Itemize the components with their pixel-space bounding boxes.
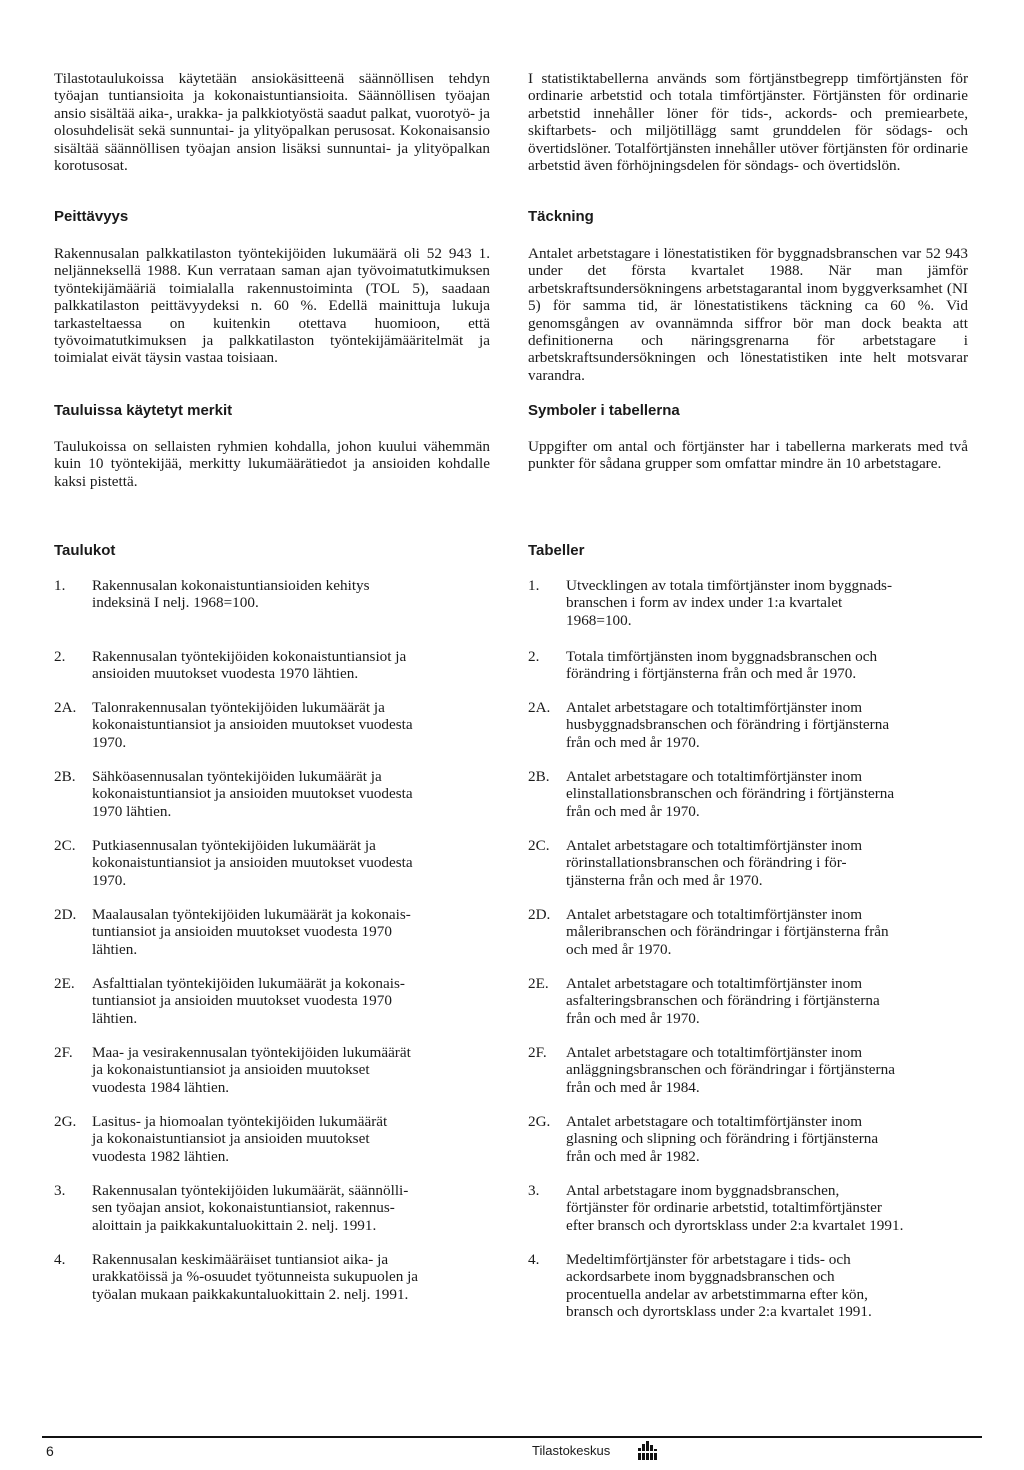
sv-table-item	[528, 975, 998, 1027]
sv-table-item	[528, 837, 998, 889]
sv-table-item	[528, 1251, 998, 1321]
fi-table-item	[54, 577, 504, 612]
footer-rule	[42, 1436, 982, 1438]
fi-table-number: 2A.	[54, 699, 77, 716]
fi-table-number: 2G.	[54, 1113, 77, 1130]
sv-table-item	[528, 699, 998, 751]
fi-table-title: Lasitus- ja hiomoalan työntekijöiden lukumäärät ja kokonaistuntiansiot ja ansioiden muutokset vuodesta 1982 lähtien.	[92, 1113, 388, 1165]
fi-symbols-paragraph: Taulukoissa on sellaisten ryhmien kohdalla, johon kuului vähemmän kuin 10 työntekijää, merkitty lukumäärätiedot ja ansioiden kohdalle kaksi pistettä.	[54, 438, 490, 490]
fi-table-number: 4.	[54, 1251, 66, 1268]
sv-table-title: Antalet arbetstagare och totaltimförtjänster inom husbyggnadsbranschen och förändring i förtjänsterna från och med år 1970.	[566, 699, 890, 751]
fi-tables-list	[54, 577, 504, 1427]
sv-table-title: Antalet arbetstagare och totaltimförtjänster inom rörinstallationsbranschen och förändring i för- tjänsterna från och med år 1970.	[566, 837, 863, 889]
sv-table-title: Antalet arbetstagare och totaltimförtjänster inom anläggningsbranschen och förändringar i förtjänsterna från och med år 1984.	[566, 1044, 895, 1096]
sv-table-number: 2E.	[528, 975, 549, 992]
sv-coverage-paragraph: Antalet arbetstagare i lönestatistiken för byggnadsbranschen var 52 943 under det första kvartalet 1988. När man jämför arbetskraftsundersökningens arbetstagarantal inom byggverksamhet (NI 5) för samma tid, är lönestatistikens täckning ca 60 %. Vid genomsgången av ovannämnda siffror bör man dock beakta att definitionerna och näringsgrenarna för arbetstagare i arbetskraftsundersökningen och lönestatistiken inte helt motsvarar varandra.	[528, 245, 968, 384]
statistics-finland-logo-icon	[636, 1440, 658, 1462]
sv-symbols-heading: Symboler i tabellerna	[528, 402, 680, 419]
sv-tables-heading: Tabeller	[528, 542, 585, 559]
fi-table-item	[54, 768, 504, 820]
footer-page-number: 6	[46, 1443, 54, 1459]
sv-symbols-paragraph: Uppgifter om antal och förtjänster har i tabellerna markerats med två punkter för sådana grupper som omfattar mindre än 10 arbetstagare.	[528, 438, 968, 473]
fi-table-number: 2F.	[54, 1044, 73, 1061]
sv-table-item	[528, 1182, 998, 1234]
sv-table-title: Antalet arbetstagare och totaltimförtjänster inom elinstallationsbranschen och förändring i förtjänsterna från och med år 1970.	[566, 768, 895, 820]
fi-table-item	[54, 837, 504, 889]
fi-table-title: Maalausalan työntekijöiden lukumäärät ja kokonais- tuntiansiot ja ansioiden muutokset vuodesta 1970 lähtien.	[92, 906, 411, 958]
fi-table-number: 2B.	[54, 768, 76, 785]
sv-table-number: 1.	[528, 577, 540, 594]
fi-tables-heading: Taulukot	[54, 542, 116, 559]
sv-table-title: Antalet arbetstagare och totaltimförtjänster inom måleribranschen och förändringar i förtjänsterna från och med år 1970.	[566, 906, 889, 958]
fi-table-title: Rakennusalan työntekijöiden kokonaistuntiansiot ja ansioiden muutokset vuodesta 1970 lähtien.	[92, 648, 407, 683]
fi-table-item	[54, 1182, 504, 1234]
fi-coverage-paragraph: Rakennusalan palkkatilaston työntekijöiden lukumäärä oli 52 943 1. neljänneksellä 1988. Kun verrataan saman ajan työvoimatutkimuksen työntekijämääriä toimialalla rakennustoiminta (TOL 5), saadaan palkkatilaston peittävyydeksi n. 60 %. Edellä mainittuja lukuja tarkasteltaessa on kuitenkin otettava huomioon, että työvoimatutkimuksen ja palkkatilaston työntekijämääritelmät ja toimialat eivät täysin vastaa toisiaan.	[54, 245, 490, 367]
fi-table-item	[54, 975, 504, 1027]
sv-table-number: 2C.	[528, 837, 550, 854]
fi-intro-paragraph: Tilastotaulukoissa käytetään ansiokäsitteenä säännöllisen tehdyn työajan tuntiansioita ja kokonaistuntiansioita. Säännöllisen työajan ansio sisältää aika-, urakka- ja palkkiotyöstä saadut palkat, vuorotyö- ja olosuhdelisät sekä sunnuntai- ja ylityöpalkan perusosat. Kokonaisansio sisältää säännöllisen työajan ansion lisäksi sunnuntai- ja ylityöpalkan korotusosat.	[54, 70, 490, 175]
fi-table-number: 2.	[54, 648, 66, 665]
sv-table-number: 4.	[528, 1251, 540, 1268]
sv-table-number: 2D.	[528, 906, 551, 923]
fi-symbols-heading: Tauluissa käytetyt merkit	[54, 402, 233, 419]
fi-table-title: Rakennusalan kokonaistuntiansioiden kehitys indeksinä I nelj. 1968=100.	[92, 577, 370, 612]
fi-table-title: Maa- ja vesirakennusalan työntekijöiden lukumäärät ja kokonaistuntiansiot ja ansioiden muutokset vuodesta 1984 lähtien.	[92, 1044, 411, 1096]
sv-table-title: Antalet arbetstagare och totaltimförtjänster inom glasning och slipning och förändring i förtjänsterna från och med år 1982.	[566, 1113, 879, 1165]
sv-table-title: Totala timförtjänsten inom byggnadsbranschen och förändring i förtjänsterna från och med år 1970.	[566, 648, 878, 683]
sv-table-number: 2F.	[528, 1044, 547, 1061]
sv-table-title: Utvecklingen av totala timförtjänster inom byggnads- branschen i form av index under 1:a kvartalet 1968=100.	[566, 577, 893, 629]
fi-table-number: 2D.	[54, 906, 77, 923]
fi-table-item	[54, 1113, 504, 1165]
sv-table-item	[528, 768, 998, 820]
sv-table-item	[528, 906, 998, 958]
footer-publisher: Tilastokeskus	[532, 1443, 611, 1458]
sv-table-title: Antal arbetstagare inom byggnadsbranschen, förtjänster för ordinarie arbetstid, totaltimförtjänster efter bransch och dyrortsklass under 2:a kvartalet 1991.	[566, 1182, 904, 1234]
fi-table-number: 2C.	[54, 837, 76, 854]
fi-table-title: Talonrakennusalan työntekijöiden lukumäärät ja kokonaistuntiansiot ja ansioiden muutokset vuodesta 1970.	[92, 699, 413, 751]
fi-table-item	[54, 1251, 504, 1303]
fi-coverage-heading: Peittävyys	[54, 208, 129, 225]
fi-table-title: Sähköasennusalan työntekijöiden lukumäärät ja kokonaistuntiansiot ja ansioiden muutokset vuodesta 1970 lähtien.	[92, 768, 413, 820]
sv-table-title: Antalet arbetstagare och totaltimförtjänster inom asfalteringsbranschen och förändring i förtjänsterna från och med år 1970.	[566, 975, 880, 1027]
sv-table-item	[528, 577, 998, 629]
fi-table-item	[54, 648, 504, 683]
sv-coverage-heading: Täckning	[528, 208, 594, 225]
sv-table-number: 2B.	[528, 768, 550, 785]
sv-table-number: 2G.	[528, 1113, 551, 1130]
sv-table-number: 3.	[528, 1182, 540, 1199]
sv-table-number: 2A.	[528, 699, 551, 716]
fi-table-number: 3.	[54, 1182, 66, 1199]
sv-intro-paragraph: I statistiktabellerna används som förtjänstbegrepp timförtjänsten för ordinarie arbetstid och totala timförtjänster. Förtjänsten för ordinarie arbetstid innehåller löner för tids-, ackords- och premiearbete, skiftarbets- och miljötillägg samt grunddelen för södags- och övertidslöner. Totalförtjänsten innehåller utöver förtjänsten för ordinarie arbetstid även förhöjningsdelen för söndags- och övertidslön.	[528, 70, 968, 175]
sv-table-item	[528, 1113, 998, 1165]
fi-table-item	[54, 906, 504, 958]
sv-table-item	[528, 648, 998, 683]
fi-table-title: Rakennusalan työntekijöiden lukumäärät, säännölli- sen työajan ansiot, kokonaistuntiansiot, rakennus- aloittain ja paikkakuntaluokittain 2. nelj. 1991.	[92, 1182, 409, 1234]
fi-table-title: Rakennusalan keskimääräiset tuntiansiot aika- ja urakkatöissä ja %-osuudet työtunneista sukupuolen ja työalan mukaan paikkakuntaluokittain 2. nelj. 1991.	[92, 1251, 419, 1303]
fi-table-title: Putkiasennusalan työntekijöiden lukumäärät ja kokonaistuntiansiot ja ansioiden muutokset vuodesta 1970.	[92, 837, 413, 889]
fi-table-item	[54, 1044, 504, 1096]
sv-table-item	[528, 1044, 998, 1096]
sv-tables-list	[528, 577, 998, 1437]
fi-table-item	[54, 699, 504, 751]
fi-table-number: 1.	[54, 577, 66, 594]
fi-table-number: 2E.	[54, 975, 75, 992]
sv-table-number: 2.	[528, 648, 540, 665]
sv-table-title: Medeltimförtjänster för arbetstagare i tids- och ackordsarbete inom byggnadsbranschen och procentuella andelar av arbetstimmarna efter kön, bransch och dyrortsklass under 2:a kvartalet 1991.	[566, 1251, 872, 1321]
fi-table-title: Asfalttialan työntekijöiden lukumäärät ja kokonais- tuntiansiot ja ansioiden muutokset vuodesta 1970 lähtien.	[92, 975, 405, 1027]
